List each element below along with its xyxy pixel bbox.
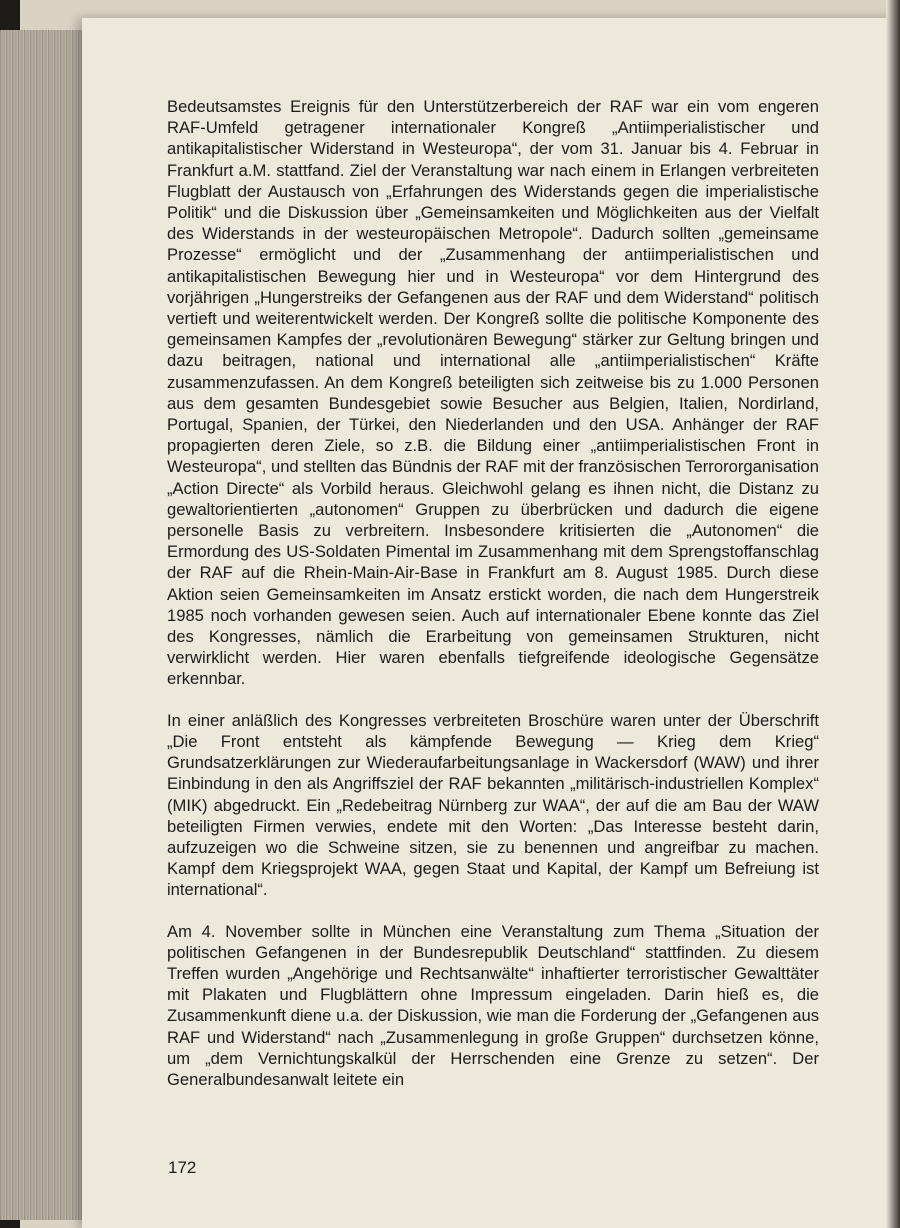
paragraph-muenchen: Am 4. November sollte in München eine Veranstaltung zum Thema „Situation der politischen Gefangenen in der Bundesrepublik Deutschland“ stattfinden. Zu diesem Treffen wurden „Angehörige und Rechtsanwälte“ inhaftierter terroristischer Gewalttäter mit Plakaten und Flugblättern ohne Impressum eingeladen. Darin hieß es, die Zusammenkunft diene u.a. der Diskussion, wie man die Forderung der „Gefangenen aus RAF und Widerstand“ nach „Zusammenlegung in große Gruppen“ durchsetzen könne, um „dem Vernichtungskalkül der Herrschenden eine Grenze zu setzen“. Der Generalbundesanwalt leitete ein <box>167 921 819 1089</box>
page-number: 172 <box>168 1158 197 1177</box>
paragraph-kongress: Bedeutsamstes Ereignis für den Unterstützerbereich der RAF war ein vom engeren RAF-Umfeld getragener internationaler Kongreß „Antiimperialistischer und antikapitalistischer Widerstand in Westeuropa“, der vom 31. Januar bis 4. Februar in Frankfurt a.M. stattfand. Ziel der Veranstaltung war nach einem in Erlangen verbreiteten Flugblatt der Austausch von „Erfahrungen des Widerstands gegen die imperialistische Politik“ und die Diskussion über „Gemeinsamkeiten und Möglichkeiten aus der Vielfalt des Widerstands in der westeuropäischen Metropole“. Dadurch sollten „gemeinsame Prozesse“ ermöglicht und der „Zusammenhang der antiimperialistischen und antikapitalistischen Bewegung hier und in Westeuropa“ vor dem Hintergrund des vorjährigen „Hungerstreiks der Gefangenen aus der RAF und dem Widerstand“ politisch vertieft und weiterentwickelt werden. Der Kongreß sollte die politische Komponente des gemeinsamen Kampfes der „revolutionären Bewegung“ stärker zur Geltung bringen und dazu beitragen, national und international alle „antiimperialistischen“ Kräfte zusammenzufassen. An dem Kongreß beteiligten sich zeitweise bis zu 1.000 Personen aus dem gesamten Bundesgebiet sowie Besucher aus Belgien, Italien, Nordirland, Portugal, Spanien, der Türkei, den Niederlanden und den USA. Anhänger der RAF propagierten deren Ziele, so z.B. die Bildung einer „antiimperialistischen Front in Westeuropa“, und stellten das Bündnis der RAF mit der französischen Terrororganisation „Action Directe“ als Vorbild heraus. Gleichwohl gelang es ihnen nicht, die Distanz zu gewaltorientierten „autonomen“ Gruppen zu überbrücken und dadurch die eigene personelle Basis zu verbreitern. Insbesondere kritisierten die „Autonomen“ die Ermordung des US-Soldaten Pimental im Zusammenhang mit dem Sprengstoffanschlag der RAF auf die Rhein-Main-Air-Base in Frankfurt am 8. August 1985. Durch diese Aktion seien Gemeinsamkeiten im Ansatz erstickt worden, die nach dem Hungerstreik 1985 noch vorhanden gewesen seien. Auch auf internationaler Ebene konnte das Ziel des Kongresses, nämlich die Erarbeitung von gemeinsamen Strukturen, nicht verwirklicht werden. Hier waren ebenfalls tiefgreifende ideologische Gegensätze erkennbar. <box>167 97 819 689</box>
page-stack-edge <box>0 30 92 1220</box>
page-right-edge <box>886 0 900 1228</box>
body-text <box>167 96 819 1110</box>
paragraph-broschuere: In einer anläßlich des Kongresses verbreiteten Broschüre waren unter der Überschrift „Die Front entsteht als kämpfende Bewegung — Krieg dem Krieg“ Grundsatzerklärungen zur Wiederaufarbeitungsanlage in Wackersdorf (WAW) und ihrer Einbindung in den als Angriffsziel der RAF bekannten „militärisch-industriellen Komplex“ (MIK) abgedruckt. Ein „Redebeitrag Nürnberg zur WAA“, der auf die am Bau der WAW beteiligten Firmen verwies, endete mit den Worten: „Das Interesse besteht darin, aufzuzeigen wo die Schweine sitzen, sie zu benennen und angreifbar zu machen. Kampf dem Kriegsprojekt WAA, gegen Staat und Kapital, der Kampf um Befreiung ist international“. <box>167 710 819 900</box>
